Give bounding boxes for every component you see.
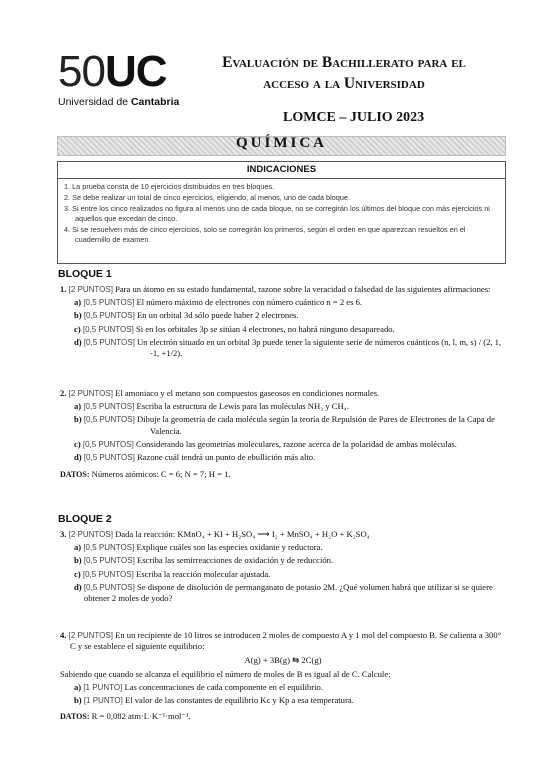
q2c-letter: c) [74,438,81,449]
question-3 [60,529,506,604]
q3d-letter: d) [74,581,82,592]
instructions-heading: INDICACIONES [58,162,505,179]
subject-title: QUÍMICA [236,135,327,151]
exam-title [214,52,474,94]
q2d-text: Razone cuál tendrá un punto de ebullición más alto. [136,452,316,463]
q1b-points: [0,5 PUNTOS] [83,311,135,321]
q1b-letter: b) [74,310,82,321]
instructions-list [64,182,499,246]
q1-points: [2 PUNTOS] [68,285,113,294]
logo-university-name [58,96,179,108]
q2a-text: Escriba la estructura de Lewis para las moléculas NH₃ y CH₄. [136,401,349,412]
q3-number: 3. [60,529,67,539]
q2b-letter: b) [74,414,82,425]
title-line-2: acceso a la Universidad [263,75,425,92]
q4-datos: R = 0,082 atm·L·K⁻¹·mol⁻¹. [91,711,191,722]
q3-points: [2 PUNTOS] [68,530,113,539]
q2b-points: [0,5 PUNTOS] [83,415,135,425]
instructions-box [57,161,506,264]
q4-points: [2 PUNTOS] [68,631,113,640]
bloque-1-title: BLOQUE 1 [58,268,112,280]
q3d-points: [0,5 PUNTOS] [83,582,135,592]
q4b-points: [1 PUNTO] [83,696,123,706]
q2-number: 2. [60,388,67,398]
q1c-text: Si en los orbitales 3p se sitúan 4 electrones, no habrá ninguno desapareado. [135,323,395,334]
q1d-text: Un electrón situado en un orbital 3p puede tener la siguiente serie de números cuánticos (n, l, m, s) / (2, 1, -1, +1/2). [136,336,502,359]
q1-text: Para un átomo en su estado fundamental, razone sobre la veracidad o falsedad de las siguientes afirmaciones: [115,284,491,294]
q1c-letter: c) [74,323,81,334]
logo-letters: UC [104,47,167,96]
q2a-letter: a) [74,401,82,412]
q1b-text: En un orbital 3d sólo puede haber 2 electrones. [136,310,299,321]
q3b-points: [0,5 PUNTOS] [83,556,135,566]
instruction-item: 2. Se debe realizar un total de cinco ejercicios, eligiendo, al menos, uno de cada bloque. [64,193,350,203]
q1d-points: [0,5 PUNTOS] [83,337,135,347]
q2-datos: Números atómicos: C = 6; N = 7; H = 1. [91,469,231,480]
title-line-1: Evaluación de Bachillerato para el [222,54,466,71]
logo-mark [58,47,179,96]
instruction-item: 4. Si se resuelven más de cinco ejercicios, solo se corregirán los primeros, según el orden en que aparezcan resueltos en el cuadernillo de examen. [64,225,466,245]
q4-datos-label: DATOS: [60,712,90,722]
q4-text: En un recipiente de 10 litros se introducen 2 moles de compuesto A y 1 mol del compuesto B. Se calienta a 300° C y se establece el siguiente equilibrio: [70,630,502,652]
q2d-points: [0,5 PUNTOS] [83,453,135,463]
q2a-points: [0,5 PUNTOS] [83,402,135,412]
logo-number: 50 [58,47,105,96]
question-1 [60,284,506,359]
q3a-letter: a) [74,542,82,553]
exam-session: LOMCE – JULIO 2023 [283,110,425,125]
q2-text: El amoniaco y el metano son compuestos gaseosos en condiciones normales. [115,388,380,398]
subject-band [57,136,506,156]
q3a-points: [0,5 PUNTOS] [83,543,135,553]
q2d-letter: d) [74,452,82,463]
q3c-text: Escriba la reacción molecular ajustada. [135,568,271,579]
q4-equation: A(g) + 3B(g) ⇆ 2C(g) [244,655,322,666]
q2c-points: [0,5 PUNTOS] [82,439,134,449]
q4a-points: [1 PUNTO] [83,682,123,692]
q4a-text: Las concentraciones de cada componente en el equilibrio. [124,681,323,692]
question-4 [60,630,506,722]
q1d-letter: d) [74,336,82,347]
instruction-item: 3. Si entre los cinco realizados no figura al menos uno de cada bloque, no se corregirán los últimos del bloque con más ejercicios ni aquellos que excedan de cinco. [64,204,490,224]
instruction-item: 1. La prueba consta de 10 ejercicios distribuidos en tres bloques. [64,182,275,191]
q2-points: [2 PUNTOS] [68,389,113,398]
q3a-text: Explique cuáles son las especies oxidante y reductora. [136,542,323,553]
q1a-letter: a) [74,297,82,308]
q1a-points: [0,5 PUNTOS] [83,298,135,308]
q1a-text: El número máximo de electrones con número cuántico n = 2 es 6. [136,297,363,308]
q2-datos-label: DATOS: [60,470,90,480]
q1-number: 1. [60,284,67,294]
q3c-letter: c) [74,568,81,579]
q2c-text: Considerando las geometrías moleculares, razone acerca de la polaridad de ambas moléculas. [135,438,457,449]
q3d-text: Se dispone de disolución de permanganato de potasio 2M. ¿Qué volumen habrá que utilizar si se quiere obtener 2 moles de yodo? [84,581,493,604]
q4a-letter: a) [74,681,82,692]
q4-text-2: Sabiendo que cuando se alcanza el equilibrio el número de moles de B es igual al de C. Calcule: [60,668,391,679]
bloque-2-title: BLOQUE 2 [58,513,112,525]
q4b-letter: b) [74,695,82,706]
logo-university-bold: Cantabria [130,96,180,108]
q3b-letter: b) [74,555,82,566]
question-2 [60,388,506,480]
university-logo [58,47,180,108]
q1c-points: [0,5 PUNTOS] [82,324,134,334]
logo-university-text: Universidad de [58,96,131,108]
q3-text: Dada la reacción: KMnO₄ + KI + H₂SO₄ ⟶ I₂ + MnSO₄ + H₂O + K₂SO₄ [115,529,370,539]
q4b-text: El valor de las constantes de equilibrio Kc y Kp a esa temperatura. [124,695,354,706]
q2b-text: Dibuje la geometría de cada molécula según la teoría de Repulsión de Pares de Electrones de la Capa de Valencia. [136,414,495,436]
q3c-points: [0,5 PUNTOS] [82,569,134,579]
q4-number: 4. [60,630,67,640]
q3b-text: Escriba las semirreacciones de oxidación y de reducción. [136,555,334,566]
